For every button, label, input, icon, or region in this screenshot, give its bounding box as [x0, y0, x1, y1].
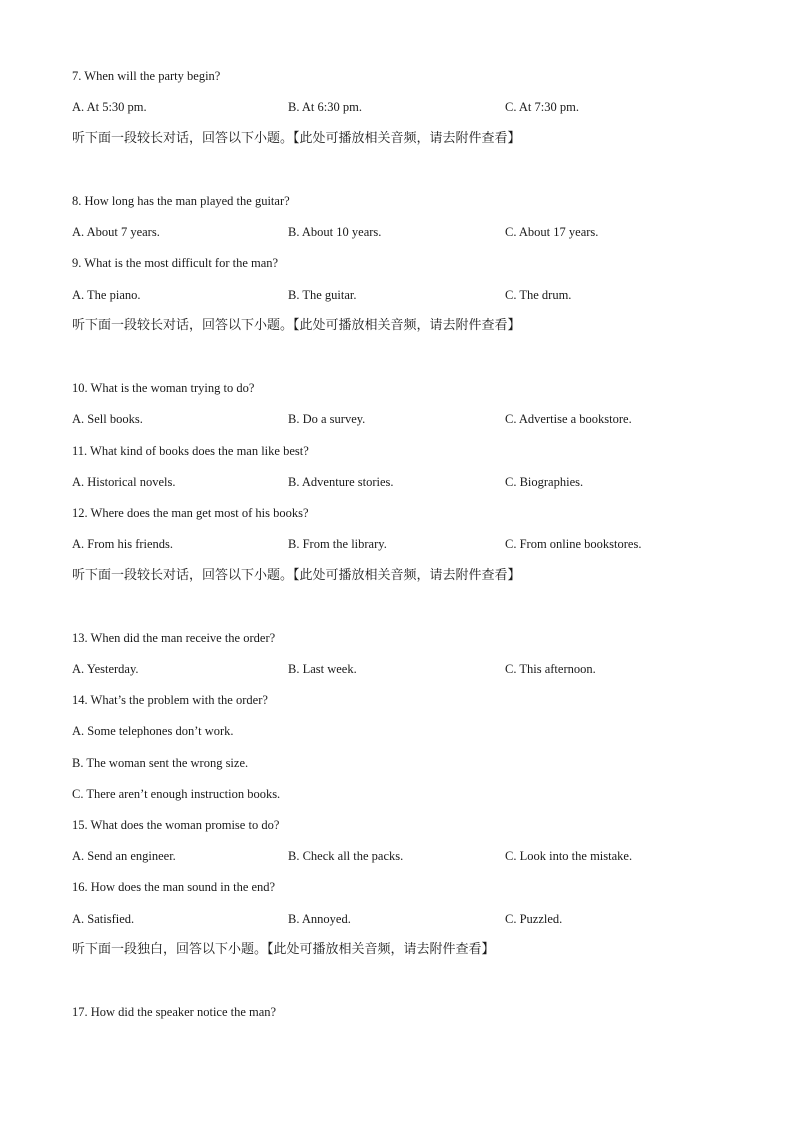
- q15-option-a: A. Send an engineer.: [72, 849, 176, 863]
- q7-option-a: A. At 5:30 pm.: [72, 100, 147, 114]
- instruction-dialogue-3: 听下面一段较长对话，回答以下小题。【此处可播放相关音频，请去附件查看】: [72, 568, 521, 583]
- q11-option-b: B. Adventure stories.: [288, 475, 394, 489]
- q13-option-b: B. Last week.: [288, 662, 357, 676]
- q13-option-a: A. Yesterday.: [72, 662, 139, 676]
- question-8: 8. How long has the man played the guitar?: [72, 194, 290, 208]
- q8-option-c: C. About 17 years.: [505, 225, 599, 239]
- question-13: 13. When did the man receive the order?: [72, 631, 276, 645]
- instruction-dialogue-2: 听下面一段较长对话，回答以下小题。【此处可播放相关音频，请去附件查看】: [72, 318, 521, 333]
- q10-option-b: B. Do a survey.: [288, 412, 366, 426]
- q13-option-c: C. This afternoon.: [505, 662, 596, 676]
- q16-option-b: B. Annoyed.: [288, 912, 351, 926]
- q14-option-b: B. The woman sent the wrong size.: [72, 756, 249, 770]
- question-16: 16. How does the man sound in the end?: [72, 880, 276, 894]
- q12-option-a: A. From his friends.: [72, 537, 174, 551]
- q9-option-c: C. The drum.: [505, 288, 572, 302]
- q7-option-b: B. At 6:30 pm.: [288, 100, 362, 114]
- question-14: 14. What’s the problem with the order?: [72, 693, 268, 707]
- q8-option-b: B. About 10 years.: [288, 225, 382, 239]
- q15-option-c: C. Look into the mistake.: [505, 849, 633, 863]
- question-15: 15. What does the woman promise to do?: [72, 818, 280, 832]
- question-11: 11. What kind of books does the man like best?: [72, 444, 309, 458]
- q10-option-c: C. Advertise a bookstore.: [505, 412, 632, 426]
- question-7: 7. When will the party begin?: [72, 69, 221, 83]
- q11-option-c: C. Biographies.: [505, 475, 584, 489]
- instruction-monologue: 听下面一段独白，回答以下小题。【此处可播放相关音频，请去附件查看】: [72, 942, 495, 957]
- q9-option-b: B. The guitar.: [288, 288, 357, 302]
- q7-option-c: C. At 7:30 pm.: [505, 100, 579, 114]
- q14-option-a: A. Some telephones don’t work.: [72, 724, 234, 738]
- q12-option-b: B. From the library.: [288, 537, 387, 551]
- q11-option-a: A. Historical novels.: [72, 475, 176, 489]
- question-17: 17. How did the speaker notice the man?: [72, 1005, 277, 1019]
- q15-option-b: B. Check all the packs.: [288, 849, 404, 863]
- q16-option-c: C. Puzzled.: [505, 912, 563, 926]
- q16-option-a: A. Satisfied.: [72, 912, 135, 926]
- q10-option-a: A. Sell books.: [72, 412, 143, 426]
- q14-option-c: C. There aren’t enough instruction books.: [72, 787, 281, 801]
- question-12: 12. Where does the man get most of his books?: [72, 506, 309, 520]
- question-9: 9. What is the most difficult for the man?: [72, 256, 279, 270]
- instruction-dialogue-1: 听下面一段较长对话，回答以下小题。【此处可播放相关音频，请去附件查看】: [72, 131, 521, 146]
- question-10: 10. What is the woman trying to do?: [72, 381, 255, 395]
- q12-option-c: C. From online bookstores.: [505, 537, 642, 551]
- q8-option-a: A. About 7 years.: [72, 225, 160, 239]
- q9-option-a: A. The piano.: [72, 288, 141, 302]
